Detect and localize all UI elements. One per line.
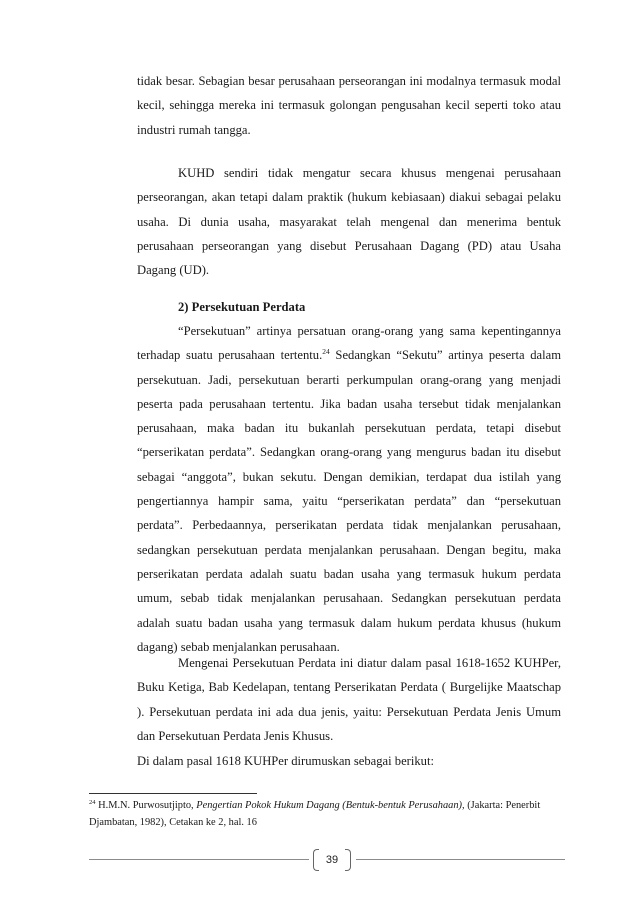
paragraph-persekutuan-part2: Sedangkan “Sekutu” artinya peserta dalam persekutuan. Jadi, persekutuan berarti perkumpulan orang-orang yang menjadi peserta pada perusahaan tertentu. Jika badan usaha tersebut tidak menjalankan perusahaan, maka badan itu bukanlah persekutuan perdata, tetapi disebut “perserikatan perdata”. Sedangkan orang-orang yang mengurus badan itu disebut sebagai “anggota”, bukan sekutu. Dengan demikian, terdapat dua istilah yang pengertiannya hampir sama, yaitu “perserikatan perdata” dan “persekutuan perdata”. Perbedaannya, perserikatan perdata tidak menjalankan perusahaan, sedangkan persekutuan perdata menjalankan perusahaan. Dengan begitu, maka perserikatan perdata adalah suatu badan usaha yang termasuk hukum perdata umum, sebab tidak menjalankan perusahaan. Sedangkan persekutuan perdata adalah suatu badan usaha yang termasuk dalam hukum perdata khusus (hukum dagang) sebab menjalankan perusahaan. [137, 348, 561, 654]
footnote-separator [89, 793, 257, 794]
paragraph-rumusan: Di dalam pasal 1618 KUHPer dirumuskan sebagai berikut: [137, 754, 434, 768]
footer-line-right [356, 859, 565, 860]
body-text [137, 69, 561, 142]
body-text-4 [137, 749, 561, 773]
footnote-reference[interactable]: 24 [322, 347, 330, 357]
paragraph-continuation: tidak besar. Sebagian besar perusahaan perseorangan ini modalnya termasuk modal kecil, sehingga mereka ini termasuk golongan pengusahan kecil seperti toko atau industri rumah tangga. [137, 74, 561, 137]
footnote [89, 797, 549, 831]
paragraph-kuhd: KUHD sendiri tidak mengatur secara khusus mengenai perusahaan perseorangan, akan tetapi dalam praktik (hukum kebiasaan) diakui sebagai pelaku usaha. Di dunia usaha, masyarakat telah mengenal dan menerima bentuk perusahaan perseorangan yang disebut Perusahaan Dagang (PD) atau Usaha Dagang (UD). [137, 166, 561, 278]
section-block [137, 295, 561, 659]
footer-line-left [89, 859, 309, 860]
footnote-author: H.M.N. Purwosutjipto, [95, 800, 197, 811]
body-text-3 [137, 651, 561, 748]
footnote-rest: (Jakarta: Penerbit Djambatan, 1982), Cetakan ke 2, hal. 16 [89, 800, 541, 828]
paragraph-pasal: Mengenai Persekutuan Perdata ini diatur dalam pasal 1618-1652 KUHPer, Buku Ketiga, Bab Kedelapan, tentang Perserikatan Perdata ( Burgelijke Maatschap ). Persekutuan perdata ini ada dua jenis, yaitu: Persekutuan Perdata Jenis Umum dan Persekutuan Perdata Jenis Khusus. [137, 656, 561, 743]
footnote-title: Pengertian Pokok Hukum Dagang (Bentuk-bentuk Perusahaan), [196, 800, 465, 811]
paragraph-persekutuan [137, 319, 561, 659]
footnote-number: 24 [89, 799, 96, 806]
page-number: 39 [325, 854, 339, 866]
body-text-2 [137, 161, 561, 282]
paragraph-persekutuan-part1: “Persekutuan” artinya persatuan orang-orang yang sama kepentingannya terhadap suatu perusahaan tertentu. [137, 324, 561, 363]
section-heading: 2) Persekutuan Perdata [178, 300, 306, 314]
